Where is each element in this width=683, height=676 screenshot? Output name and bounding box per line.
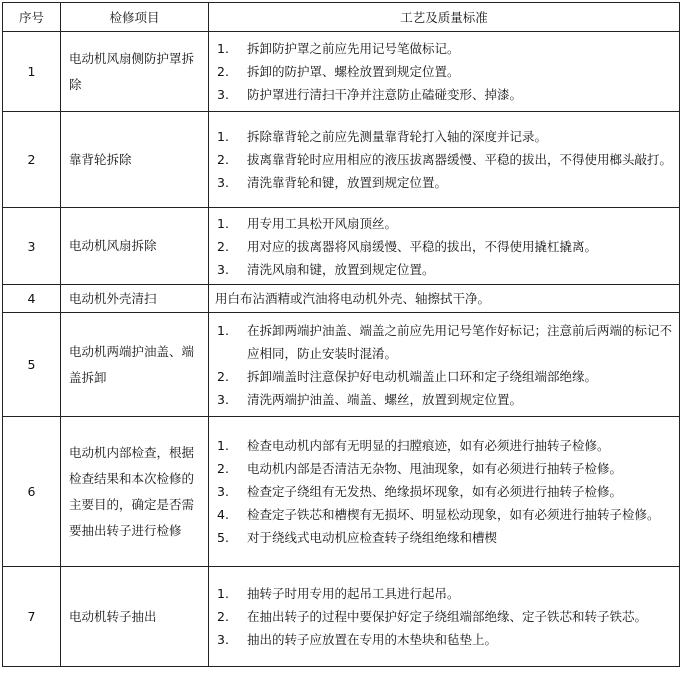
standard-step <box>215 365 673 388</box>
step-number: 1. <box>217 41 229 56</box>
step-text: 检查定子绕组有无发热、绝缘损坏现象，如有必须进行抽转子检修。 <box>247 484 623 499</box>
step-text: 检查电动机内部有无明显的扫膛痕迹，如有必须进行抽转子检修。 <box>247 438 610 453</box>
standard-step <box>215 388 673 411</box>
table-row <box>3 32 680 112</box>
standard-step <box>215 605 673 628</box>
step-number: 3. <box>217 87 229 102</box>
step-text: 清洗两端护油盖、端盖、螺丝，放置到规定位置。 <box>247 391 523 407</box>
step-number: 3. <box>217 391 229 407</box>
maintenance-item: 电动机两端护油盖、端盖拆卸 <box>61 313 209 417</box>
row-number: 7 <box>3 567 61 667</box>
step-number: 1. <box>217 215 229 231</box>
standard-step <box>215 319 673 365</box>
standard-step <box>215 148 673 171</box>
standard-step <box>215 434 673 457</box>
step-number: 2. <box>217 609 229 624</box>
standard-cell <box>209 313 680 417</box>
step-number: 1. <box>217 438 229 453</box>
step-number: 2. <box>217 64 229 79</box>
step-number: 2. <box>217 152 229 167</box>
standard-step <box>215 83 673 106</box>
standard-step <box>215 582 673 605</box>
step-text: 对于绕线式电动机应检查转子绕组绝缘和槽楔 <box>247 530 498 545</box>
standard-step <box>215 37 673 60</box>
step-text: 拆卸的防护罩、螺栓放置到规定位置。 <box>247 64 460 79</box>
standard-text: 用白布沾酒精或汽油将电动机外壳、轴擦拭干净。 <box>215 291 491 306</box>
header-standard: 工艺及质量标准 <box>209 3 680 32</box>
standard-step <box>215 457 673 480</box>
standard-step <box>215 258 673 281</box>
standard-step <box>215 125 673 148</box>
step-text: 清洗风扇和键，放置到规定位置。 <box>247 261 435 277</box>
row-number: 2 <box>3 112 61 208</box>
step-text: 抽出的转子应放置在专用的木垫块和毡垫上。 <box>247 632 498 647</box>
step-text: 拆卸端盖时注意保护好电动机端盖止口环和定子绕组端部绝缘。 <box>247 368 598 384</box>
step-number: 5. <box>217 530 229 545</box>
row-number: 6 <box>3 417 61 567</box>
standard-cell <box>209 112 680 208</box>
maintenance-item: 电动机风扇拆除 <box>61 208 209 285</box>
step-number: 4. <box>217 507 229 522</box>
step-text: 拆卸防护罩之前应先用记号笔做标记。 <box>247 41 460 56</box>
maintenance-item: 电动机外壳清扫 <box>61 285 209 313</box>
table-row <box>3 567 680 667</box>
row-number: 3 <box>3 208 61 285</box>
table-row <box>3 208 680 285</box>
standard-step <box>215 628 673 651</box>
standard-cell <box>209 417 680 567</box>
header-row <box>3 3 680 32</box>
step-text: 在抽出转子的过程中要保护好定子绕组端部绝缘、定子铁芯和转子铁芯。 <box>247 609 648 624</box>
table-row <box>3 285 680 313</box>
table-row <box>3 112 680 208</box>
table-body <box>3 32 680 667</box>
header-item: 检修项目 <box>61 3 209 32</box>
step-text: 用对应的拔离器将风扇缓慢、平稳的拔出，不得使用撬杠撬离。 <box>247 238 598 254</box>
maintenance-item: 电动机内部检查，根据检查结果和本次检修的主要目的，确定是否需要抽出转子进行检修 <box>61 417 209 567</box>
step-text: 拆除靠背轮之前应先测量靠背轮打入轴的深度并记录。 <box>247 129 548 144</box>
maintenance-item: 电动机风扇侧防护罩拆除 <box>61 32 209 112</box>
step-text: 防护罩进行清扫干净并注意防止磕碰变形、掉漆。 <box>247 87 523 102</box>
maintenance-standards-table <box>2 2 680 667</box>
standard-cell <box>209 567 680 667</box>
standard-step <box>215 60 673 83</box>
step-number: 2. <box>217 461 229 476</box>
step-text: 检查定子铁芯和槽楔有无损坏、明显松动现象，如有必须进行抽转子检修。 <box>247 507 660 522</box>
maintenance-item: 电动机转子抽出 <box>61 567 209 667</box>
standard-step <box>215 480 673 503</box>
step-text: 拔离靠背轮时应用相应的液压拔离器缓慢、平稳的拔出，不得使用榔头敲打。 <box>247 152 673 167</box>
standard-cell <box>209 285 680 313</box>
step-text: 清洗靠背轮和键，放置到规定位置。 <box>247 175 448 190</box>
standard-step <box>215 526 673 549</box>
table-row <box>3 417 680 567</box>
step-number: 2. <box>217 238 229 254</box>
step-number: 3. <box>217 175 229 190</box>
step-number: 2. <box>217 368 229 384</box>
table-row <box>3 313 680 417</box>
row-number: 1 <box>3 32 61 112</box>
step-number: 3. <box>217 261 229 277</box>
maintenance-item: 靠背轮拆除 <box>61 112 209 208</box>
step-number: 3. <box>217 484 229 499</box>
step-text: 电动机内部是否清洁无杂物、甩油现象，如有必须进行抽转子检修。 <box>247 461 623 476</box>
step-number: 1. <box>217 129 229 144</box>
step-number: 3. <box>217 632 229 647</box>
standard-step <box>215 235 673 258</box>
standard-step <box>215 212 673 235</box>
row-number: 4 <box>3 285 61 313</box>
row-number: 5 <box>3 313 61 417</box>
standard-step <box>215 171 673 194</box>
step-number: 1. <box>217 322 229 338</box>
step-text: 抽转子时用专用的起吊工具进行起吊。 <box>247 586 460 601</box>
step-text: 在拆卸两端护油盖、端盖之前应先用记号笔作好标记；注意前后两端的标记不应相同，防止安装时混淆。 <box>247 322 673 361</box>
standard-cell <box>209 208 680 285</box>
step-number: 1. <box>217 586 229 601</box>
standard-cell <box>209 32 680 112</box>
header-num: 序号 <box>3 3 61 32</box>
standard-step <box>215 503 673 526</box>
step-text: 用专用工具松开风扇顶丝。 <box>247 215 398 231</box>
